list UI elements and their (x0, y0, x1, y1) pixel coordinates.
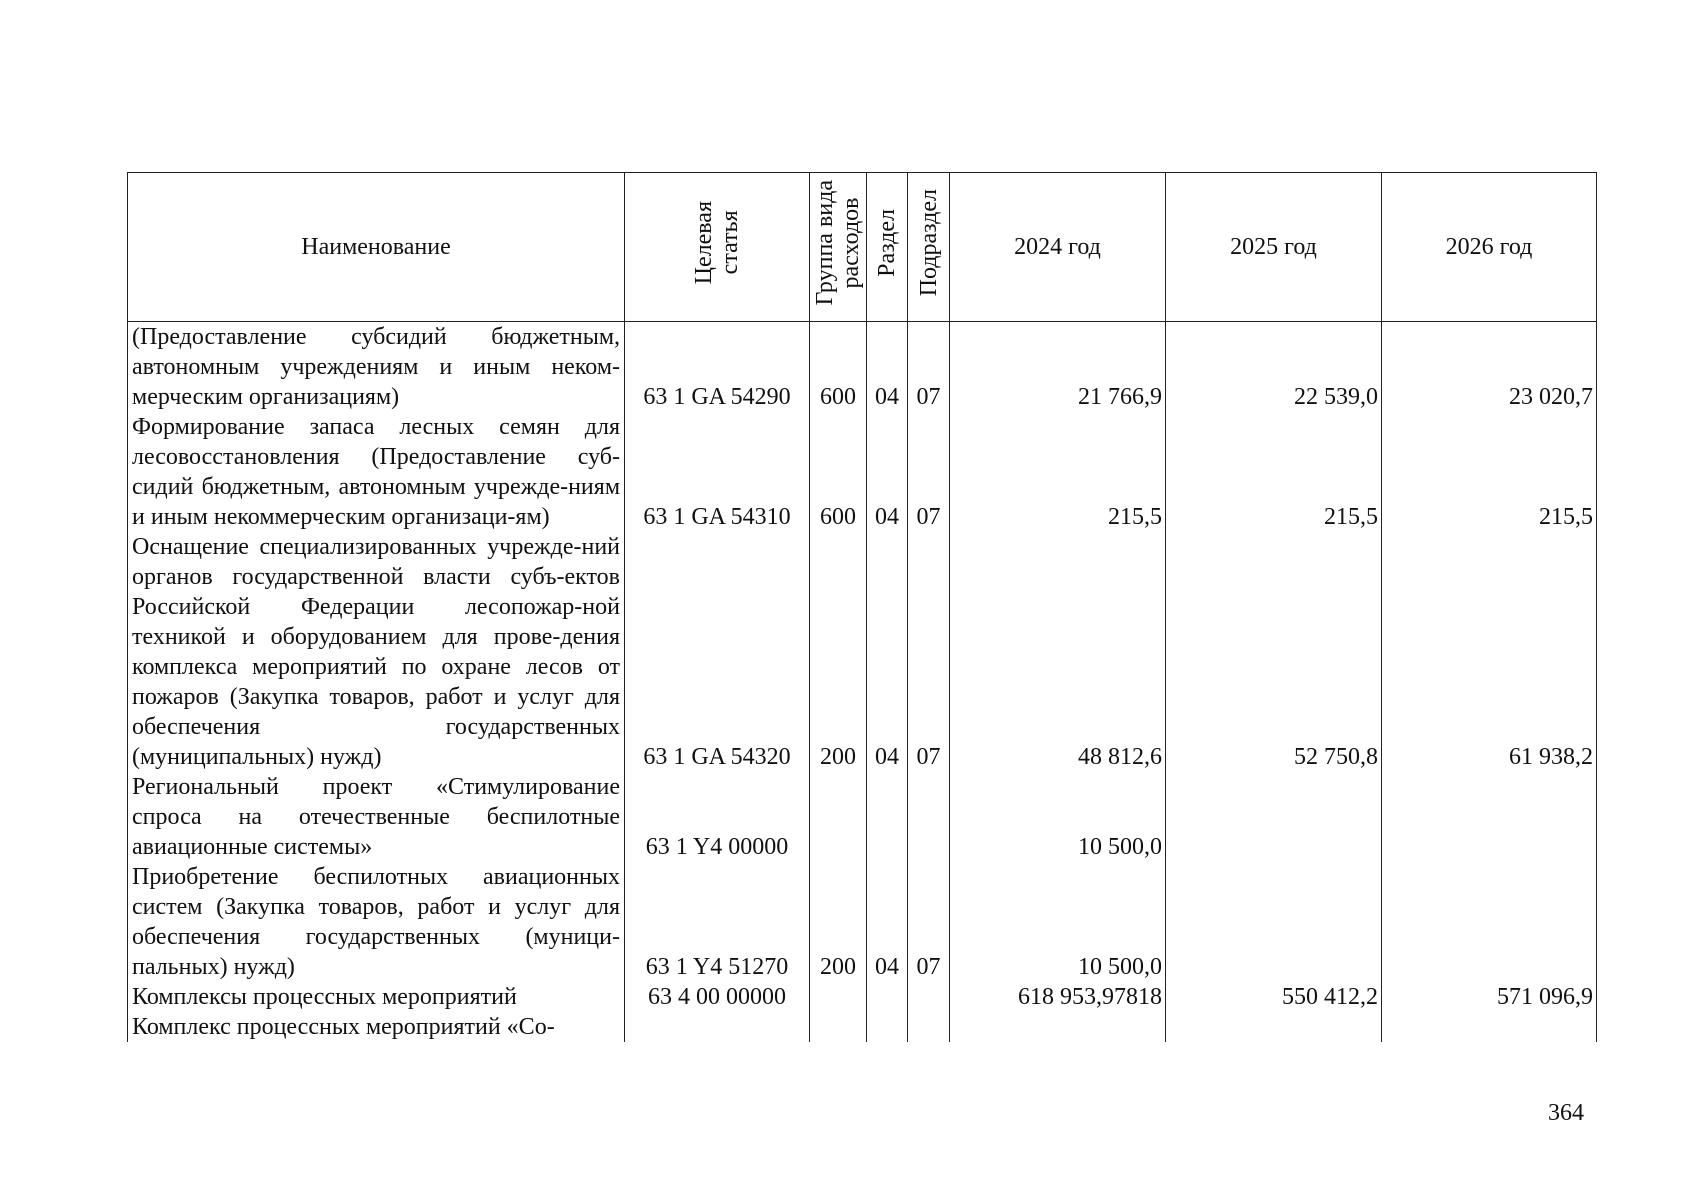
row-target-article: 63 4 00 00000 (625, 982, 810, 1012)
table-header-row (128, 173, 1597, 322)
row-value-2025 (1166, 772, 1382, 862)
row-target-article: 63 1 GA 54310 (625, 412, 810, 532)
header-expense-group: Группа вида расходов (810, 173, 867, 322)
row-value-2024: 48 812,6 (950, 532, 1166, 772)
row-name: Приобретение беспилотных авиационных систем (Закупка товаров, работ и услуг для обеспечения государственных (муници-пальных) нужд) (128, 862, 625, 982)
row-target-article: 63 1 GA 54290 (625, 322, 810, 413)
row-expense-group (810, 1012, 867, 1042)
row-section (867, 1012, 908, 1042)
table-row (128, 1012, 1597, 1042)
row-expense-group (810, 772, 867, 862)
row-subsection (908, 772, 950, 862)
row-value-2026 (1382, 862, 1597, 982)
row-subsection: 07 (908, 532, 950, 772)
row-subsection: 07 (908, 322, 950, 413)
row-section: 04 (867, 862, 908, 982)
header-year-2024: 2024 год (950, 173, 1166, 322)
header-subsection: Подраздел (908, 173, 950, 322)
row-name: (Предоставление субсидий бюджетным, автономным учреждениям и иным неком-мерческим организациям) (128, 322, 625, 413)
row-value-2025: 215,5 (1166, 412, 1382, 532)
header-section: Раздел (867, 173, 908, 322)
row-section (867, 982, 908, 1012)
row-value-2025: 52 750,8 (1166, 532, 1382, 772)
header-year-2025: 2025 год (1166, 173, 1382, 322)
row-expense-group: 200 (810, 532, 867, 772)
row-target-article: 63 1 Y4 51270 (625, 862, 810, 982)
table-row (128, 412, 1597, 532)
table-row (128, 772, 1597, 862)
row-expense-group (810, 982, 867, 1012)
row-expense-group: 600 (810, 412, 867, 532)
row-value-2026: 571 096,9 (1382, 982, 1597, 1012)
header-name: Наименование (128, 173, 625, 322)
table-row (128, 322, 1597, 413)
row-value-2025: 550 412,2 (1166, 982, 1382, 1012)
row-value-2026: 215,5 (1382, 412, 1597, 532)
row-value-2024: 10 500,0 (950, 772, 1166, 862)
row-value-2024 (950, 1012, 1166, 1042)
row-section: 04 (867, 412, 908, 532)
row-value-2024: 618 953,97818 (950, 982, 1166, 1012)
row-section: 04 (867, 322, 908, 413)
row-value-2024: 10 500,0 (950, 862, 1166, 982)
row-target-article: 63 1 Y4 00000 (625, 772, 810, 862)
row-target-article: 63 1 GA 54320 (625, 532, 810, 772)
row-subsection (908, 982, 950, 1012)
row-value-2026 (1382, 1012, 1597, 1042)
row-section (867, 772, 908, 862)
row-subsection: 07 (908, 412, 950, 532)
row-target-article (625, 1012, 810, 1042)
budget-table (127, 172, 1597, 1042)
row-value-2024: 215,5 (950, 412, 1166, 532)
page-number: 364 (1548, 1100, 1584, 1126)
row-expense-group: 200 (810, 862, 867, 982)
row-value-2025 (1166, 862, 1382, 982)
row-expense-group: 600 (810, 322, 867, 413)
row-name: Оснащение специализированных учрежде-ний органов государственной власти субъ-ектов Российской Федерации лесопожар-ной техникой и оборудованием для прове-дения комплекса мероприятий по охране лесов от пожаров (Закупка товаров, работ и услуг для обеспечения государственных (муниципальных) нужд) (128, 532, 625, 772)
row-subsection: 07 (908, 862, 950, 982)
header-target-article: Целевая статья (625, 173, 810, 322)
row-value-2026: 23 020,7 (1382, 322, 1597, 413)
row-section: 04 (867, 532, 908, 772)
table-row (128, 862, 1597, 982)
row-value-2025 (1166, 1012, 1382, 1042)
row-value-2024: 21 766,9 (950, 322, 1166, 413)
row-name: Комплекс процессных мероприятий «Со- (128, 1012, 625, 1042)
table-row (128, 532, 1597, 772)
row-name: Региональный проект «Стимулирование спроса на отечественные беспилотные авиационные системы» (128, 772, 625, 862)
row-value-2026 (1382, 772, 1597, 862)
header-year-2026: 2026 год (1382, 173, 1597, 322)
row-subsection (908, 1012, 950, 1042)
row-value-2026: 61 938,2 (1382, 532, 1597, 772)
row-name: Комплексы процессных мероприятий (128, 982, 625, 1012)
table-row (128, 982, 1597, 1012)
row-name: Формирование запаса лесных семян для лесовосстановления (Предоставление суб-сидий бюджетным, автономным учрежде-ниям и иным некоммерческим организаци-ям) (128, 412, 625, 532)
row-value-2025: 22 539,0 (1166, 322, 1382, 413)
